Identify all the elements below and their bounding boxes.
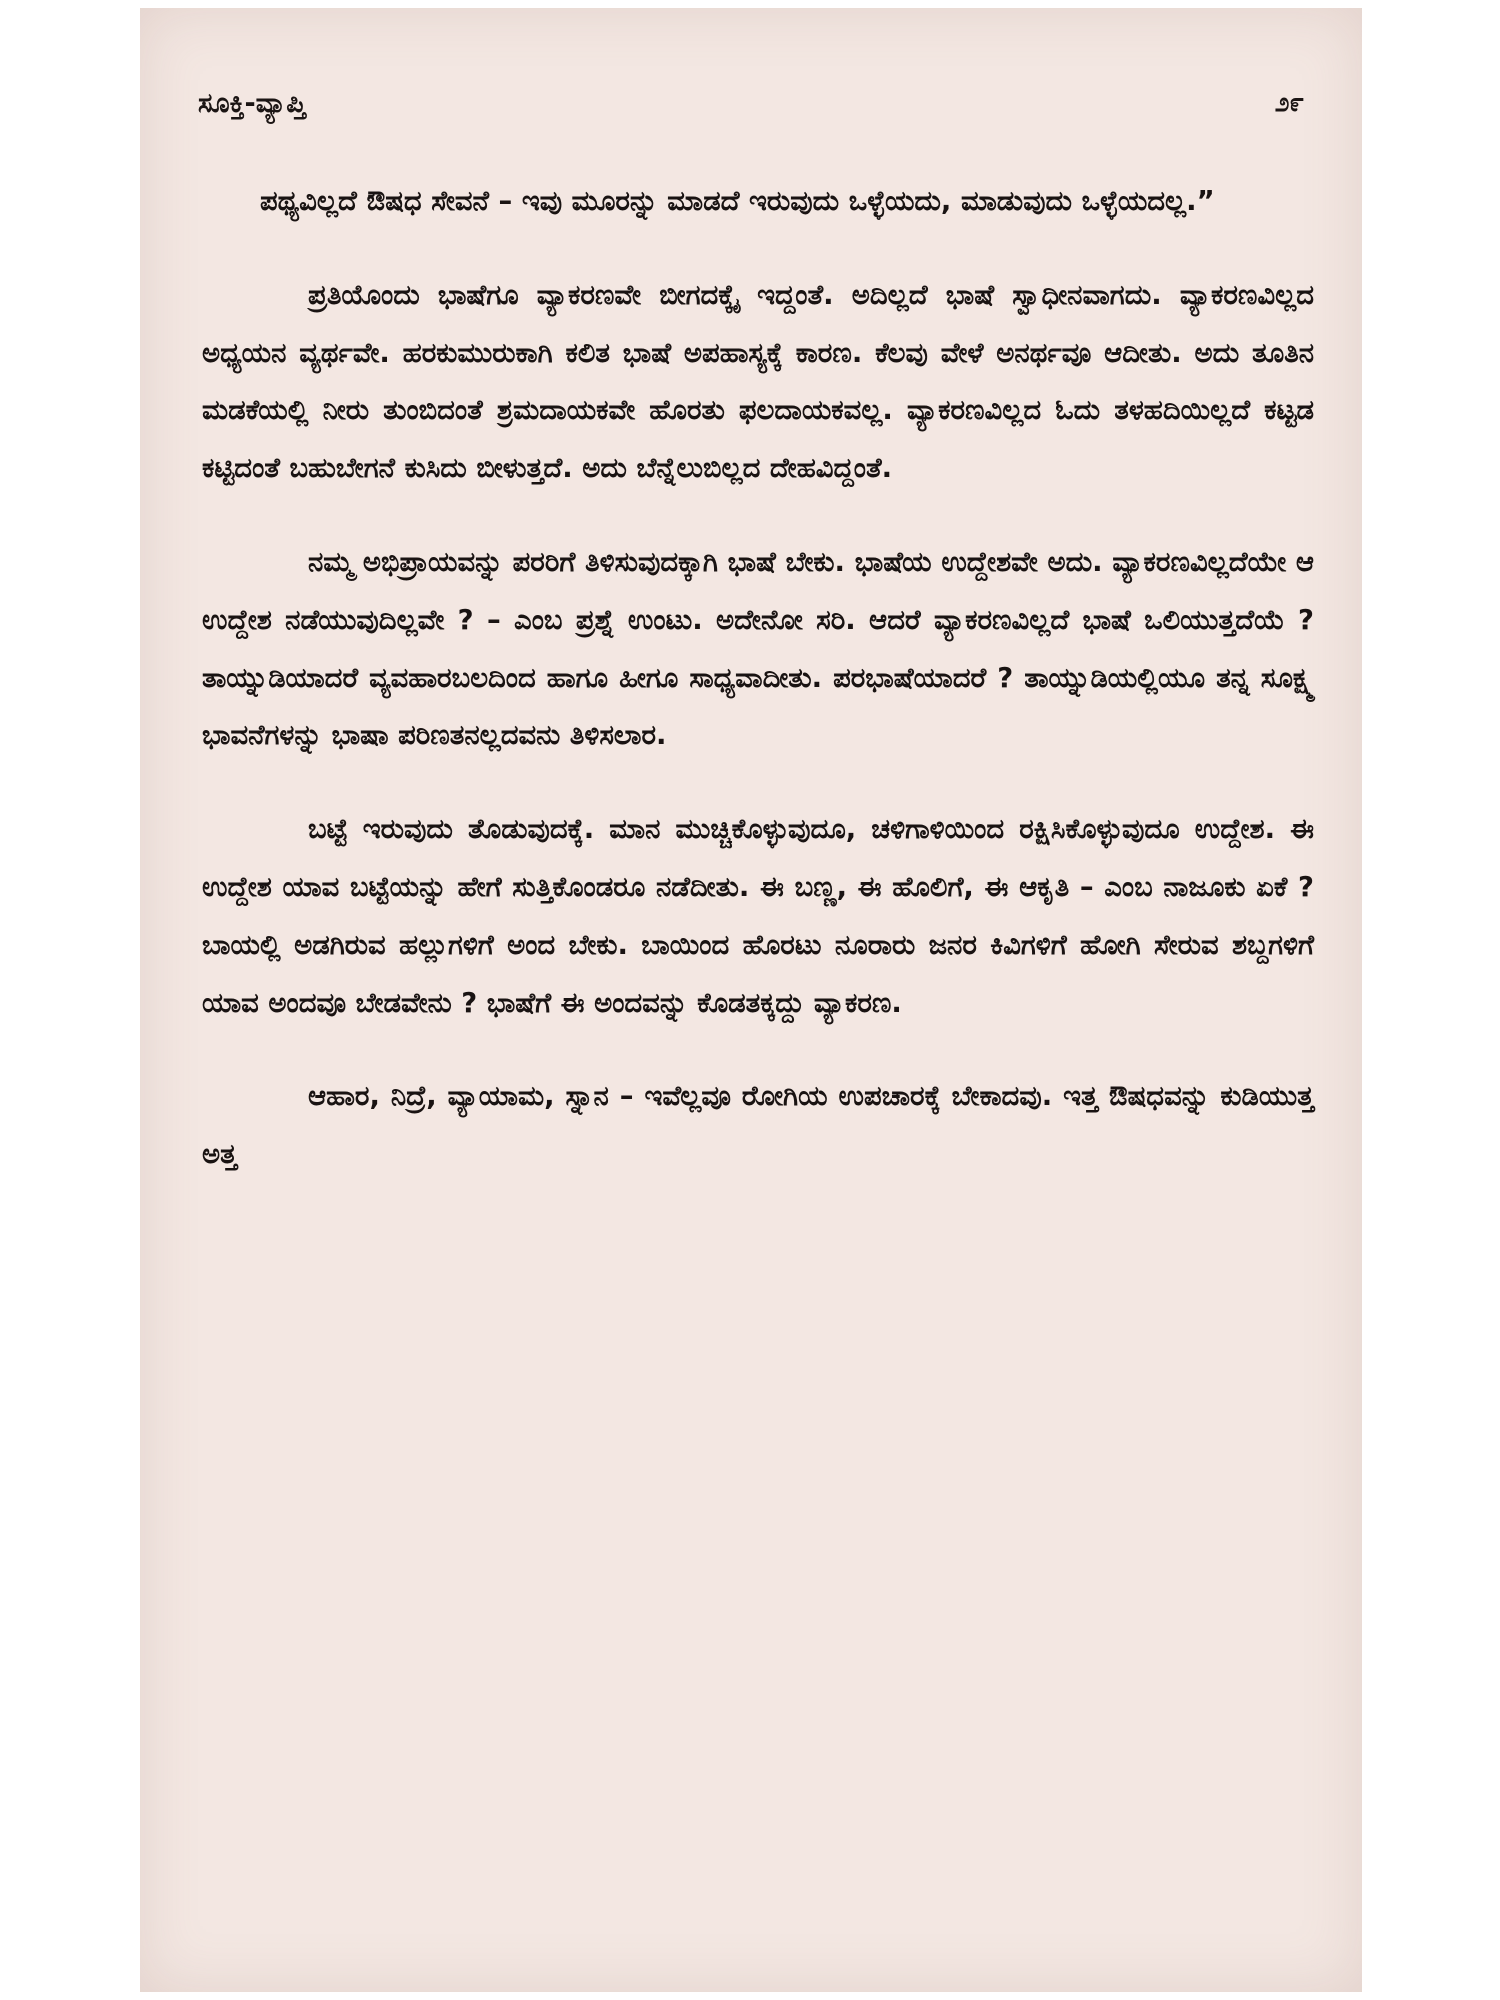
page-header [180, 88, 1322, 128]
paragraph-language-purpose: ನಮ್ಮ ಅಭಿಪ್ರಾಯವನ್ನು ಪರರಿಗೆ ತಿಳಿಸುವುದಕ್ಕಾಗಿ ಭಾಷೆ ಬೇಕು. ಭಾಷೆಯ ಉದ್ದೇಶವೇ ಅದು. ವ್ಯಾಕರಣವಿಲ್ಲದೆಯೇ ಆ ಉದ್ದೇಶ ನಡೆಯುವುದಿಲ್ಲವೇ ? – ಎಂಬ ಪ್ರಶ್ನೆ ಉಂಟು. ಅದೇನೋ ಸರಿ. ಆದರೆ ವ್ಯಾಕರಣವಿಲ್ಲದೆ ಭಾಷೆ ಒಲಿಯುತ್ತದೆಯೆ ? ತಾಯ್ನುಡಿಯಾದರೆ ವ್ಯವಹಾರಬಲದಿಂದ ಹಾಗೂ ಹೀಗೂ ಸಾಧ್ಯವಾದೀತು. ಪರಭಾಷೆಯಾದರೆ ? ತಾಯ್ನುಡಿಯಲ್ಲಿಯೂ ತನ್ನ ಸೂಕ್ಷ್ಮ ಭಾವನೆಗಳನ್ನು ಭಾಷಾ ಪರಿಣತನಲ್ಲದವನು ತಿಳಿಸಲಾರ. [202, 545, 1314, 752]
page-number: ೨೯ [1274, 88, 1304, 118]
paragraph-continuation: ಪಥ್ಯವಿಲ್ಲದೆ ಔಷಧ ಸೇವನೆ – ಇವು ಮೂರನ್ನು ಮಾಡದೆ ಇರುವುದು ಒಳ್ಳೆಯದು, ಮಾಡುವುದು ಒಳ್ಳೆಯದಲ್ಲ.” [260, 185, 1215, 217]
paragraph-clothing-analogy: ಬಟ್ಟೆ ಇರುವುದು ತೊಡುವುದಕ್ಕೆ. ಮಾನ ಮುಚ್ಚಿಕೊಳ್ಳುವುದೂ, ಚಳಿಗಾಳಿಯಿಂದ ರಕ್ಷಿಸಿಕೊಳ್ಳುವುದೂ ಉದ್ದೇಶ. ಈ ಉದ್ದೇಶ ಯಾವ ಬಟ್ಟೆಯನ್ನು ಹೇಗೆ ಸುತ್ತಿಕೊಂಡರೂ ನಡೆದೀತು. ಈ ಬಣ್ಣ, ಈ ಹೊಲಿಗೆ, ಈ ಆಕೃತಿ – ಎಂಬ ನಾಜೂಕು ಏಕೆ ? ಬಾಯಲ್ಲಿ ಅಡಗಿರುವ ಹಲ್ಲುಗಳಿಗೆ ಅಂದ ಬೇಕು. ಬಾಯಿಂದ ಹೊರಟು ನೂರಾರು ಜನರ ಕಿವಿಗಳಿಗೆ ಹೋಗಿ ಸೇರುವ ಶಬ್ದಗಳಿಗೆ ಯಾವ ಅಂದವೂ ಬೇಡವೇನು ? ಭಾಷೆಗೆ ಈ ಅಂದವನ್ನು ಕೊಡತಕ್ಕದ್ದು ವ್ಯಾಕರಣ. [202, 813, 1314, 1019]
book-page [140, 8, 1362, 1992]
running-head: ಸೂಕ್ತಿ-ವ್ಯಾಪ್ತಿ [198, 88, 306, 119]
paragraph-patient-care: ಆಹಾರ, ನಿದ್ರೆ, ವ್ಯಾಯಾಮ, ಸ್ನಾನ – ಇವೆಲ್ಲವೂ ರೋಗಿಯ ಉಪಚಾರಕ್ಕೆ ಬೇಕಾದವು. ಇತ್ತ ಔಷಧವನ್ನು ಕುಡಿಯುತ್ತ ಅತ್ತ [202, 1080, 1314, 1171]
body-text [202, 173, 1314, 1220]
paragraph-grammar-key: ಪ್ರತಿಯೊಂದು ಭಾಷೆಗೂ ವ್ಯಾಕರಣವೇ ಬೀಗದಕ್ಕೈ ಇದ್ದಂತೆ. ಅದಿಲ್ಲದೆ ಭಾಷೆ ಸ್ವಾಧೀನವಾಗದು. ವ್ಯಾಕರಣವಿಲ್ಲದ ಅಧ್ಯಯನ ವ್ಯರ್ಥವೇ. ಹರಕುಮುರುಕಾಗಿ ಕಲಿತ ಭಾಷೆ ಅಪಹಾಸ್ಯಕ್ಕೆ ಕಾರಣ. ಕೆಲವು ವೇಳೆ ಅನರ್ಥವೂ ಆದೀತು. ಅದು ತೂತಿನ ಮಡಕೆಯಲ್ಲಿ ನೀರು ತುಂಬಿದಂತೆ ಶ್ರಮದಾಯಕವೇ ಹೊರತು ಫಲದಾಯಕವಲ್ಲ. ವ್ಯಾಕರಣವಿಲ್ಲದ ಓದು ತಳಹದಿಯಿಲ್ಲದೆ ಕಟ್ಟಡ ಕಟ್ಟಿದಂತೆ ಬಹುಬೇಗನೆ ಕುಸಿದು ಬೀಳುತ್ತದೆ. ಅದು ಬೆನ್ನೆಲುಬಿಲ್ಲದ ದೇಹವಿದ್ದಂತೆ. [202, 278, 1314, 485]
